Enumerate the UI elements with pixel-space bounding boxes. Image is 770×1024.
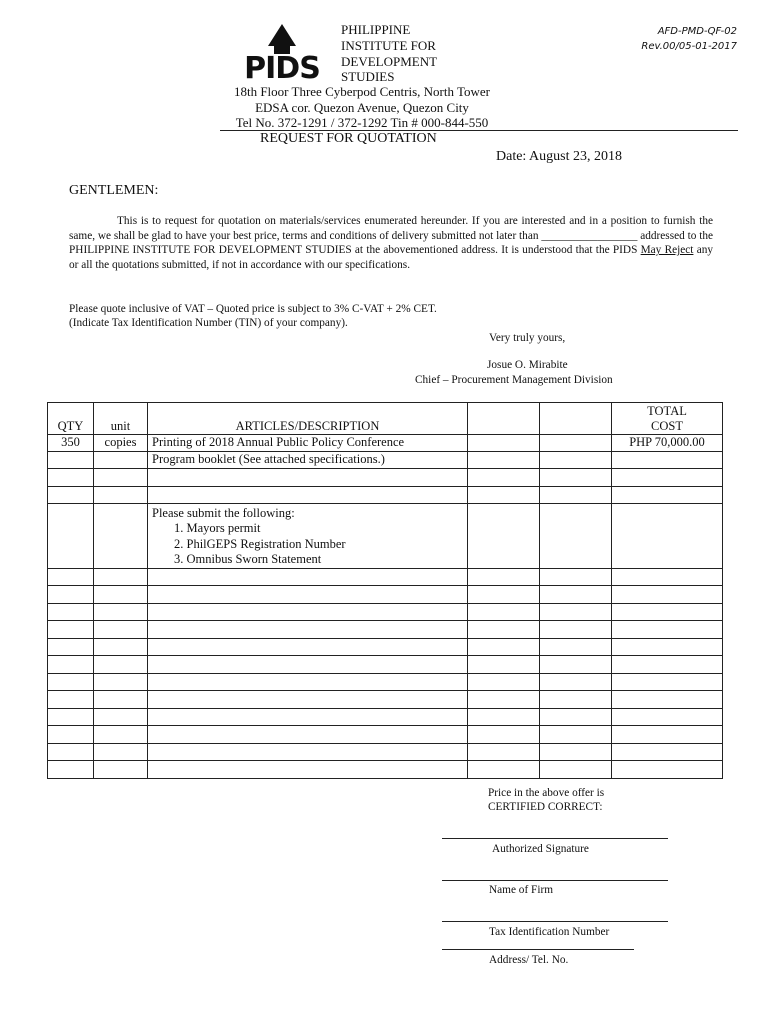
table-cell <box>148 568 468 586</box>
table-cell <box>48 656 94 674</box>
table-row <box>48 656 723 674</box>
table-cell <box>468 691 540 709</box>
table-cell <box>148 638 468 656</box>
address-tel-label: Address/ Tel. No. <box>489 954 569 966</box>
item-description-line-2: Program booklet (See attached specifications.) <box>148 452 468 469</box>
table-cell <box>540 673 612 691</box>
table-cell <box>94 486 148 504</box>
table-cell <box>540 726 612 744</box>
table-cell <box>148 603 468 621</box>
institute-name-line-4: STUDIES <box>341 69 395 84</box>
total-cost-header <box>612 403 723 435</box>
logo-text: PIDS <box>244 51 320 80</box>
table-cell <box>48 708 94 726</box>
table-cell <box>612 568 723 586</box>
table-cell <box>48 726 94 744</box>
table-cell <box>612 469 723 487</box>
table-cell <box>540 743 612 761</box>
table-cell <box>468 452 540 469</box>
requirements-intro: Please submit the following: <box>152 506 295 520</box>
table-cell <box>94 469 148 487</box>
table-cell <box>612 673 723 691</box>
table-cell <box>468 469 540 487</box>
item-description-line-1: Printing of 2018 Annual Public Policy Conference <box>148 435 468 452</box>
requirement-item: 3. Omnibus Sworn Statement <box>174 552 322 566</box>
qty-header: QTY <box>48 403 94 435</box>
table-cell <box>48 621 94 639</box>
table-row <box>48 469 723 487</box>
table-cell <box>468 504 540 569</box>
table-cell <box>468 638 540 656</box>
table-cell <box>540 486 612 504</box>
table-cell <box>540 621 612 639</box>
table-cell <box>540 568 612 586</box>
table-cell <box>612 486 723 504</box>
form-revision: Rev.00/05-01-2017 <box>641 41 737 52</box>
table-row <box>48 761 723 779</box>
table-cell <box>612 726 723 744</box>
salutation: GENTLEMEN: <box>69 183 159 198</box>
name-of-firm-label: Name of Firm <box>489 884 554 896</box>
total-header-line-2: COST <box>651 419 683 433</box>
table-cell <box>48 452 94 469</box>
table-row <box>48 435 723 452</box>
requirement-item: 1. Mayors permit <box>174 521 261 535</box>
table-cell <box>148 708 468 726</box>
table-cell <box>94 691 148 709</box>
unit-header: unit <box>94 403 148 435</box>
paragraph-part-2: addressed to the PHILIPPINE INSTITUTE FOR DEVELOPMENT STUDIES at the abovementioned address. It is understood that the PIDS <box>69 229 714 257</box>
blank-header-cell <box>468 403 540 435</box>
table-cell <box>612 743 723 761</box>
table-row <box>48 743 723 761</box>
table-cell <box>94 761 148 779</box>
table-cell <box>148 656 468 674</box>
signature-line <box>442 838 668 839</box>
table-cell <box>148 469 468 487</box>
vat-note: Please quote inclusive of VAT – Quoted price is subject to 3% C-VAT + 2% CET. <box>69 303 437 315</box>
table-row <box>48 621 723 639</box>
closing: Very truly yours, <box>489 332 566 344</box>
table-cell <box>468 435 540 452</box>
firm-name-line <box>442 880 668 881</box>
table-cell <box>94 586 148 604</box>
table-cell <box>48 568 94 586</box>
table-cell <box>612 504 723 569</box>
table-row <box>48 726 723 744</box>
table-cell <box>48 761 94 779</box>
table-cell <box>468 726 540 744</box>
table-cell <box>468 568 540 586</box>
table-cell <box>94 673 148 691</box>
table-cell <box>94 726 148 744</box>
table-cell <box>540 638 612 656</box>
table-cell <box>540 435 612 452</box>
table-cell <box>94 568 148 586</box>
tin-note: (Indicate Tax Identification Number (TIN) of your company). <box>69 317 348 329</box>
address-line <box>442 949 634 950</box>
address-line-3: Tel No. 372-1291 / 372-1292 Tin # 000-844-550 <box>235 115 489 130</box>
table-cell <box>94 708 148 726</box>
table-cell <box>94 656 148 674</box>
table-cell <box>148 486 468 504</box>
item-qty: 350 <box>48 435 94 452</box>
table-cell <box>468 743 540 761</box>
signatory-position: Chief – Procurement Management Division <box>415 374 613 386</box>
table-row <box>48 568 723 586</box>
quotation-table <box>47 402 723 779</box>
requirements-cell <box>148 504 468 569</box>
table-cell <box>94 504 148 569</box>
deadline-blank: _________________ <box>541 229 638 242</box>
institute-name-line-2: INSTITUTE FOR <box>341 38 436 53</box>
table-cell <box>468 761 540 779</box>
table-cell <box>612 452 723 469</box>
table-cell <box>468 708 540 726</box>
table-cell <box>540 691 612 709</box>
table-cell <box>612 586 723 604</box>
table-cell <box>540 586 612 604</box>
table-cell <box>48 469 94 487</box>
table-cell <box>468 486 540 504</box>
table-cell <box>612 761 723 779</box>
table-cell <box>94 452 148 469</box>
table-cell <box>148 726 468 744</box>
table-cell <box>612 691 723 709</box>
table-cell <box>540 452 612 469</box>
table-cell <box>94 743 148 761</box>
table-cell <box>612 708 723 726</box>
description-header: ARTICLES/DESCRIPTION <box>148 403 468 435</box>
table-cell <box>48 673 94 691</box>
table-cell <box>48 586 94 604</box>
table-cell <box>48 638 94 656</box>
table-cell <box>612 621 723 639</box>
table-cell <box>612 603 723 621</box>
table-row <box>48 691 723 709</box>
total-header-line-1: TOTAL <box>647 404 687 418</box>
may-reject-text: May Reject <box>640 244 694 257</box>
table-row <box>48 586 723 604</box>
table-cell <box>540 656 612 674</box>
form-code: AFD-PMD-QF-02 <box>657 26 737 37</box>
table-cell <box>612 638 723 656</box>
table-cell <box>148 691 468 709</box>
table-row <box>48 638 723 656</box>
blank-header-cell <box>540 403 612 435</box>
logo-arrow-shape <box>268 24 296 54</box>
table-cell <box>540 504 612 569</box>
table-row <box>48 708 723 726</box>
table-row <box>48 486 723 504</box>
table-cell <box>540 603 612 621</box>
table-cell <box>148 743 468 761</box>
authorized-signature-label: Authorized Signature <box>492 843 589 855</box>
table-header-row <box>48 403 723 435</box>
table-cell <box>48 504 94 569</box>
certification-line-1: Price in the above offer is <box>488 787 605 799</box>
paragraph-part-1: This is to request for quotation on materials/services enumerated hereunder. If you are interested and in a position to furnish the same, we shall be glad to have your best price, terms and conditions of delivery submitted not later than <box>69 215 713 242</box>
institute-name-line-3: DEVELOPMENT <box>341 54 438 69</box>
table-cell <box>468 673 540 691</box>
table-cell <box>94 603 148 621</box>
address-line-1: 18th Floor Three Cyberpod Centris, North Tower <box>233 84 491 99</box>
certification-line-2: CERTIFIED CORRECT: <box>488 801 603 813</box>
document-title: REQUEST FOR QUOTATION <box>260 131 437 146</box>
table-cell <box>148 761 468 779</box>
item-unit: copies <box>94 435 148 452</box>
document-date: Date: August 23, 2018 <box>496 149 622 164</box>
table-cell <box>48 603 94 621</box>
table-row <box>48 504 723 569</box>
requirements-list <box>152 521 463 568</box>
signatory-name: Josue O. Mirabite <box>487 359 568 371</box>
request-paragraph <box>69 214 713 272</box>
table-cell <box>94 638 148 656</box>
address-line-2: EDSA cor. Quezon Avenue, Quezon City <box>255 100 469 115</box>
table-row <box>48 452 723 469</box>
table-cell <box>540 469 612 487</box>
table-cell <box>48 486 94 504</box>
table-cell <box>540 761 612 779</box>
item-total-cost: PHP 70,000.00 <box>612 435 723 452</box>
table-cell <box>148 621 468 639</box>
table-cell <box>468 603 540 621</box>
table-row <box>48 673 723 691</box>
table-cell <box>540 708 612 726</box>
table-cell <box>148 673 468 691</box>
paragraph-part-3: any or all the quotations submitted, if not in accordance with our specifications. <box>69 244 714 271</box>
requirement-item: 2. PhilGEPS Registration Number <box>174 536 346 551</box>
institute-name-line-1: PHILIPPINE <box>341 22 411 37</box>
tin-line <box>442 921 668 922</box>
table-cell <box>468 621 540 639</box>
table-cell <box>48 691 94 709</box>
table-cell <box>468 586 540 604</box>
table-cell <box>48 743 94 761</box>
table-cell <box>612 656 723 674</box>
table-cell <box>468 656 540 674</box>
table-cell <box>148 586 468 604</box>
table-cell <box>94 621 148 639</box>
tin-label: Tax Identification Number <box>489 926 610 938</box>
pids-logo <box>232 20 332 80</box>
table-row <box>48 603 723 621</box>
